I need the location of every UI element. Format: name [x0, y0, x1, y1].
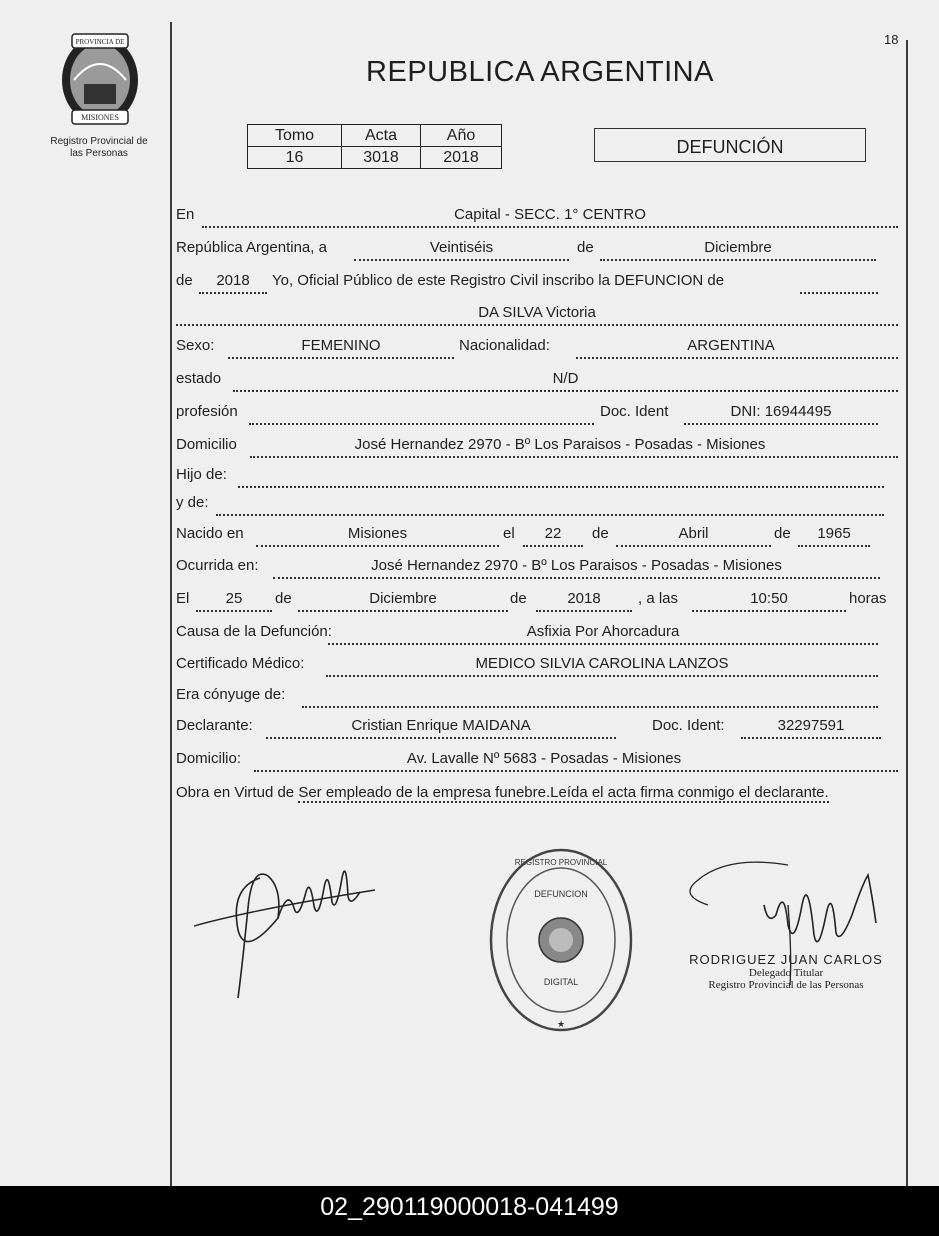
row-nombre: [176, 304, 900, 330]
official-name: RODRIGUEZ JUAN CARLOS: [689, 952, 883, 967]
province-crest-logo: [52, 28, 148, 128]
label-a-las: , a las: [638, 590, 679, 607]
org-line-1: Registro Provincial de: [50, 136, 148, 147]
row-hijo-de: [176, 466, 900, 492]
label-y-de: y de:: [176, 494, 209, 511]
field-certificado: MEDICO SILVIA CAROLINA LANZOS: [475, 655, 729, 672]
document-code-bar: 02_290119000018-041499: [0, 1186, 939, 1236]
label-sexo: Sexo:: [176, 337, 215, 354]
svg-text:REGISTRO PROVINCIAL: REGISTRO PROVINCIAL: [514, 858, 608, 867]
row-fecha-defuncion: [176, 590, 900, 616]
label-de: de: [275, 590, 292, 607]
fill-line: [176, 324, 898, 326]
row-certificado: [176, 655, 900, 681]
svg-text:MISIONES: MISIONES: [81, 113, 119, 122]
label-domicilio-declarante: Domicilio:: [176, 750, 242, 767]
row-conyuge: [176, 686, 900, 712]
signature-declarante: [190, 848, 380, 1008]
anio-value: 2018: [421, 147, 502, 169]
official-signature-block: [676, 952, 896, 991]
label-declarante: Declarante:: [176, 717, 253, 734]
fill-line: [273, 577, 880, 579]
fill-line: [249, 423, 594, 425]
registry-header-row: [248, 125, 502, 147]
field-declarante-doc: 32297591: [777, 717, 845, 734]
registry-office-name: [30, 136, 168, 160]
row-nacimiento: [176, 525, 900, 551]
label-doc-ident: Doc. Ident: [600, 403, 669, 420]
field-nacido-anio: 1965: [817, 525, 851, 542]
official-stamp: [487, 845, 635, 1035]
field-causa: Asfixia Por Ahorcadura: [526, 623, 680, 640]
fill-line: [238, 486, 884, 488]
label-nacionalidad: Nacionalidad:: [459, 337, 550, 354]
field-mes: Diciembre: [704, 239, 772, 256]
field-domicilio: José Hernandez 2970 - Bº Los Paraisos - Posadas - Misiones: [354, 436, 766, 453]
row-sexo: [176, 337, 900, 363]
label-nacido-en: Nacido en: [176, 525, 244, 542]
fill-line: [298, 610, 508, 612]
row-estado: [176, 370, 900, 396]
official-role: Delegado Titular: [748, 967, 824, 979]
field-nacido-dia: 22: [544, 525, 562, 542]
svg-text:DIGITAL: DIGITAL: [543, 977, 579, 987]
field-ocurrida-en: José Hernandez 2970 - Bº Los Paraisos - Posadas - Misiones: [371, 557, 782, 574]
fill-line: [600, 259, 876, 261]
fill-line: [254, 770, 898, 772]
fill-line: [199, 292, 267, 294]
page-number: 18: [884, 32, 899, 47]
record-type-box: DEFUNCIÓN: [594, 128, 866, 162]
row-inscripcion: [176, 272, 900, 298]
label-profesion: profesión: [176, 403, 238, 420]
registry-value-row: [248, 147, 502, 169]
obra-en-virtud-paragraph: [176, 783, 898, 803]
field-declarante-domicilio: Av. Lavalle Nº 5683 - Posadas - Misiones: [406, 750, 682, 767]
fill-line: [616, 545, 771, 547]
fill-line: [354, 259, 569, 261]
label-causa: Causa de la Defunción:: [176, 623, 332, 640]
fill-line: [536, 610, 632, 612]
fill-line: [256, 545, 499, 547]
label-yo: Yo, Oficial Público de este Registro Civil inscribo la DEFUNCION de: [272, 272, 725, 289]
label-de: de: [774, 525, 791, 542]
fill-line: [216, 514, 884, 516]
fill-line: [302, 706, 878, 708]
label-estado: estado: [176, 370, 222, 387]
label-horas: horas: [849, 590, 887, 607]
label-hijo-de: Hijo de:: [176, 466, 227, 483]
label-obra-en-virtud: Obra en Virtud de: [176, 784, 295, 801]
label-de: de: [577, 239, 594, 256]
org-line-2: las Personas: [70, 148, 128, 159]
field-nacido-mes: Abril: [678, 525, 709, 542]
field-estado: N/D: [552, 370, 579, 387]
label-de: de: [176, 272, 193, 289]
label-en: En: [176, 206, 195, 223]
fill-line: [228, 357, 454, 359]
label-de: de: [592, 525, 609, 542]
field-fecha-mes: Diciembre: [369, 590, 437, 607]
label-de: de: [510, 590, 527, 607]
svg-text:★: ★: [556, 1019, 566, 1029]
fill-line: [684, 423, 878, 425]
fill-line: [800, 292, 878, 294]
field-nombre: DA SILVA Victoria: [478, 304, 596, 321]
field-fecha-dia: 25: [225, 590, 243, 607]
field-sexo: FEMENINO: [301, 337, 381, 354]
fill-line: [202, 226, 898, 228]
field-hora: 10:50: [750, 590, 788, 607]
field-dni: DNI: 16944495: [730, 403, 832, 420]
acta-header: Acta: [342, 125, 421, 147]
label-republica: República Argentina, a: [176, 239, 327, 256]
fill-line: [233, 390, 898, 392]
field-dia-texto: Veintiséis: [429, 239, 494, 256]
svg-text:PROVINCIA DE: PROVINCIA DE: [75, 38, 125, 46]
row-ocurrida: [176, 557, 900, 583]
tomo-header: Tomo: [248, 125, 342, 147]
fill-line: [196, 610, 272, 612]
row-fecha-acta: [176, 239, 900, 265]
label-el: el: [503, 525, 515, 542]
field-lugar: Capital - SECC. 1° CENTRO: [454, 206, 646, 223]
label-ocurrida-en: Ocurrida en:: [176, 557, 259, 574]
tomo-value: 16: [248, 147, 342, 169]
fill-line: [523, 545, 583, 547]
fill-line: [798, 545, 870, 547]
row-domicilio-declarante: [176, 750, 900, 776]
fill-line: [692, 610, 846, 612]
row-domicilio: [176, 436, 900, 462]
row-lugar: [176, 206, 900, 232]
field-fecha-anio: 2018: [567, 590, 601, 607]
label-domicilio: Domicilio: [176, 436, 237, 453]
row-profesion: [176, 403, 900, 429]
label-el-cap: El: [176, 590, 190, 607]
field-nacionalidad: ARGENTINA: [687, 337, 775, 354]
fill-line: [326, 675, 878, 677]
fill-line: [741, 737, 881, 739]
field-declarante: Cristian Enrique MAIDANA: [351, 717, 531, 734]
anio-header: Año: [421, 125, 502, 147]
field-nacido-en: Misiones: [347, 525, 408, 542]
field-obra-text: Ser empleado de la empresa funebre.Leída el acta firma conmigo el declarante.: [298, 784, 829, 801]
fill-line: [576, 357, 898, 359]
left-margin-line: [170, 22, 172, 1186]
row-declarante: [176, 717, 900, 743]
registry-table: [247, 124, 502, 169]
label-doc-ident-declarante: Doc. Ident:: [652, 717, 725, 734]
fill-line: [328, 643, 878, 645]
row-causa: [176, 623, 900, 649]
official-office: Registro Provincial de las Personas: [708, 979, 864, 991]
right-margin-line: [906, 40, 908, 1186]
row-y-de: [176, 494, 900, 520]
label-certificado: Certificado Médico:: [176, 655, 305, 672]
acta-value: 3018: [342, 147, 421, 169]
page-title: REPUBLICA ARGENTINA: [366, 56, 714, 88]
label-conyuge: Era cónyuge de:: [176, 686, 286, 703]
field-anio: 2018: [216, 272, 250, 289]
fill-line: [266, 737, 616, 739]
svg-text:DEFUNCION: DEFUNCION: [534, 889, 588, 899]
fill-line: [250, 456, 898, 458]
